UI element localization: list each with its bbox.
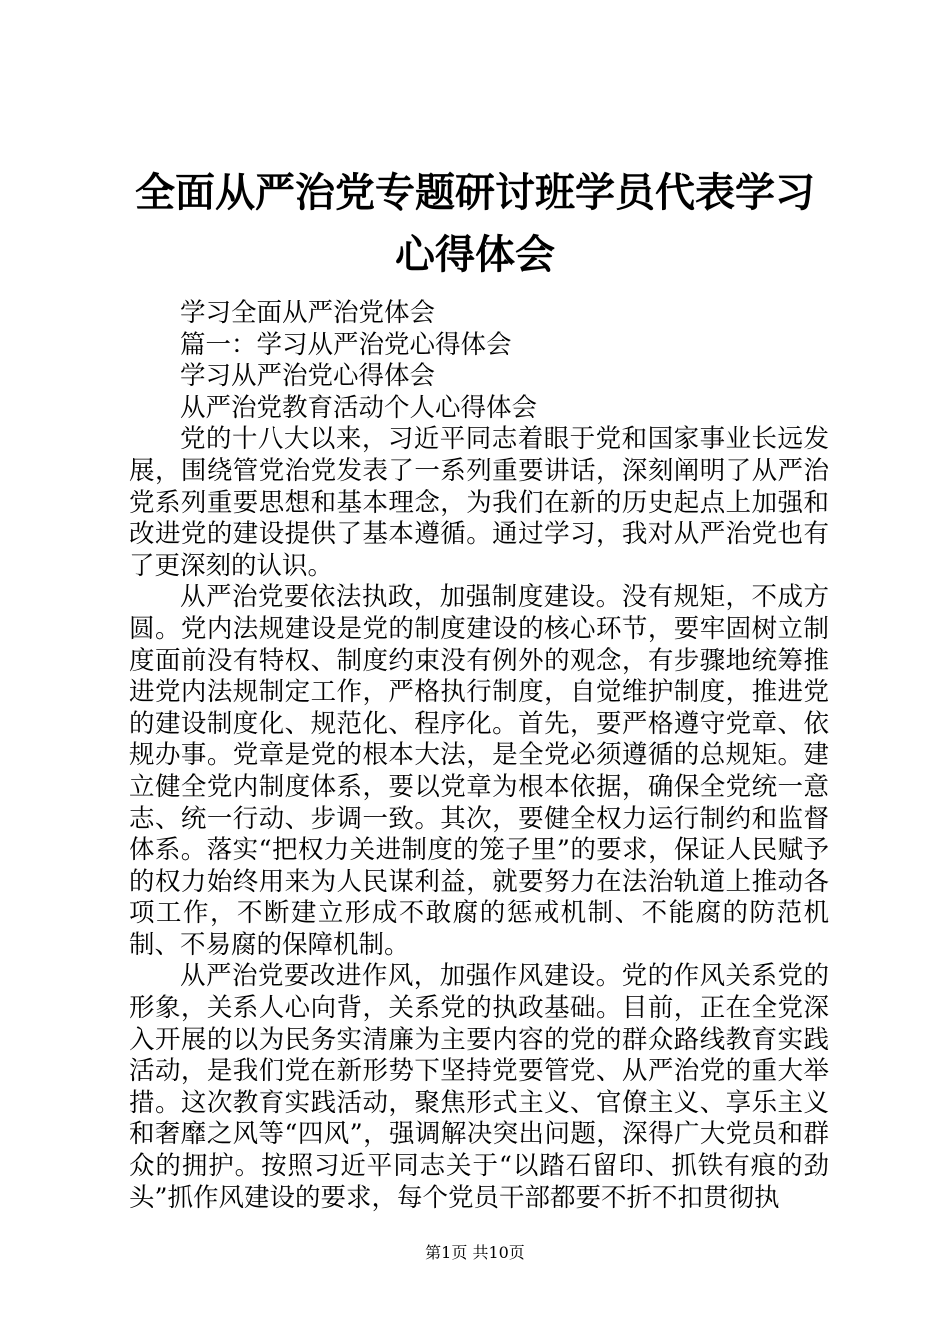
heading-line: 篇一：学习从严治党心得体会	[180, 329, 512, 360]
body-paragraph: 从严治党要改进作风，加强作风建设。党的作风关系党的形象，关系人心向背，关系党的执政基础。目前，正在全党深入开展的以为民务实清廉为主要内容的党的群众路线教育实践活动，是我们党在新形势下坚持党要管党、从严治党的重大举措。这次教育实践活动，聚焦形式主义、官僚主义、享乐主义和奢靡之风等“四风”，强调解决突出问题，深得广大党员和群众的拥护。按照习近平同志关于“以踏石留印、抓铁有痕的劲头”抓作风建设的要求，每个党员干部都要不折不扣贯彻执	[129, 961, 829, 1213]
body-paragraph: 从严治党要依法执政，加强制度建设。没有规矩，不成方圆。党内法规建设是党的制度建设的核心环节，要牢固树立制度面前没有特权、制度约束没有例外的观念，有步骤地统筹推进党内法规制定工作，严格执行制度，自觉维护制度，推进党的建设制度化、规范化、程序化。首先，要严格遵守党章、依规办事。党章是党的根本大法，是全党必须遵循的总规矩。建立健全党内制度体系，要以党章为根本依据，确保全党统一意志、统一行动、步调一致。其次，要健全权力运行制约和监督体系。落实“把权力关进制度的笼子里”的要求，保证人民赋予的权力始终用来为人民谋利益，就要努力在法治轨道上推动各项工作，不断建立形成不敢腐的惩戒机制、不能腐的防范机制、不易腐的保障机制。	[129, 582, 829, 960]
body-paragraph: 党的十八大以来，习近平同志着眼于党和国家事业长远发展，围绕管党治党发表了一系列重要讲话，深刻阐明了从严治党系列重要思想和基本理念，为我们在新的历史起点上加强和改进党的建设提供了基本遵循。通过学习，我对从严治党也有了更深刻的认识。	[129, 424, 829, 581]
document-body	[129, 298, 829, 1214]
heading-line: 学习从严治党心得体会	[180, 361, 436, 392]
page-footer: 第1页 共10页	[425, 1243, 525, 1262]
heading-line: 学习全面从严治党体会	[180, 298, 436, 328]
document-title: 全面从严治党专题研讨班学员代表学习心得体会	[135, 170, 815, 278]
heading-line: 从严治党教育活动个人心得体会	[180, 392, 538, 423]
